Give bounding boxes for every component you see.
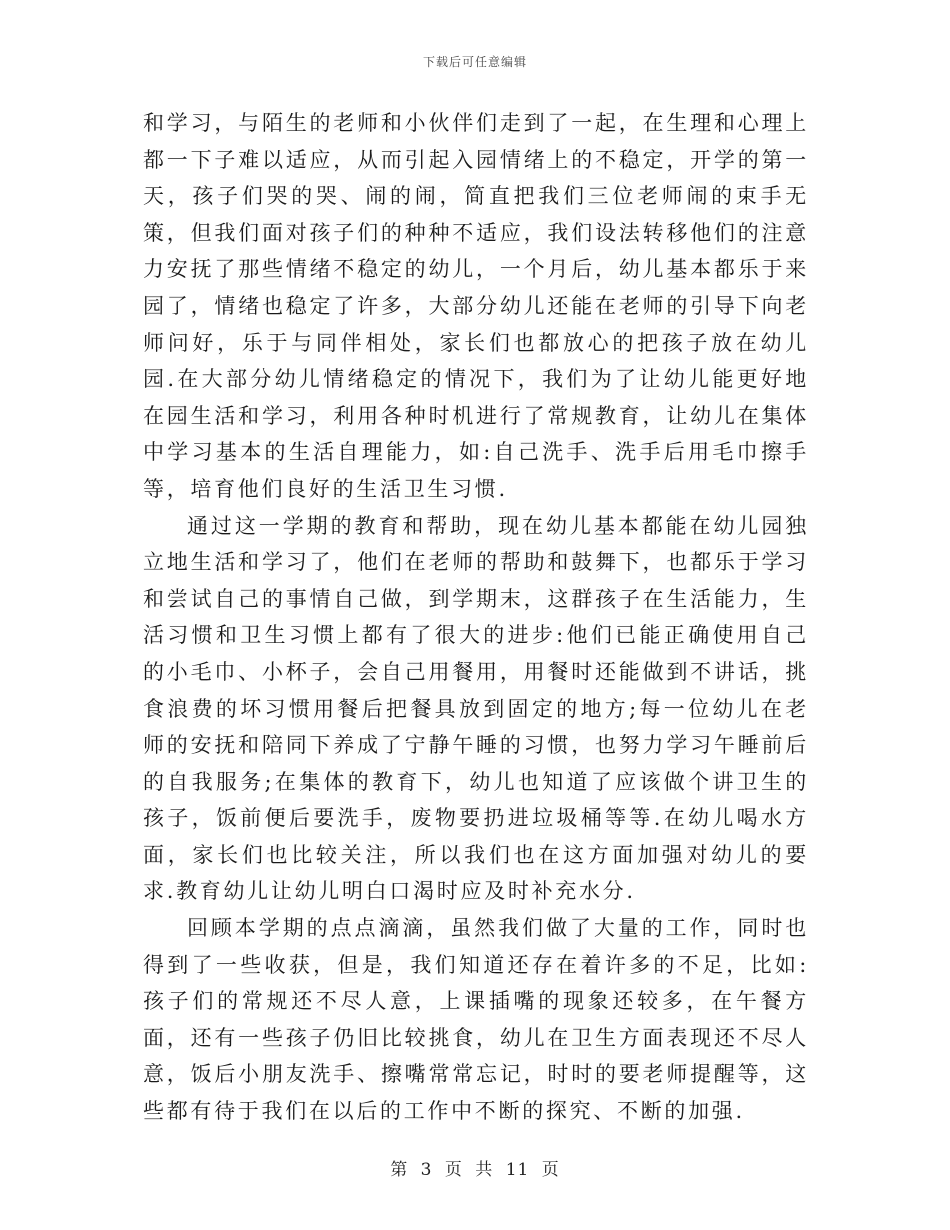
paragraph-2: 通过这一学期的教育和帮助，现在幼儿基本都能在幼儿园独立地生活和学习了，他们在老师的帮助和鼓舞下，也都乐于学习和尝试自己的事情自己做，到学期末，这群孩子在生活能力，生活习惯和卫生习惯上都有了很大的进步:他们已能正确使用自己的小毛巾、小杯子，会自己用餐用，用餐时还能做到不讲话，挑食浪费的坏习惯用餐后把餐具放到固定的地方;每一位幼儿在老师的安抚和陪同下养成了宁静午睡的习惯，也努力学习午睡前后的自我服务;在集体的教育下，幼儿也知道了应该做个讲卫生的孩子，饭前便后要洗手，废物要扔进垃圾桶等等.在幼儿喝水方面，家长们也比较关注，所以我们也在这方面加强对幼儿的要求.教育幼儿让幼儿明白口渴时应及时补充水分. xyxy=(143,513,809,904)
page-number-footer: 第 3 页 共 11 页 xyxy=(390,1160,560,1180)
document-body xyxy=(143,105,809,1130)
paragraph-1: 和学习，与陌生的老师和小伙伴们走到了一起，在生理和心理上都一下子难以适应，从而引起入园情绪上的不稳定，开学的第一天，孩子们哭的哭、闹的闹，简直把我们三位老师闹的束手无策，但我们面对孩子们的种种不适应，我们设法转移他们的注意力安抚了那些情绪不稳定的幼儿，一个月后，幼儿基本都乐于来园了，情绪也稳定了许多，大部分幼儿还能在老师的引导下向老师问好，乐于与同伴相处，家长们也都放心的把孩子放在幼儿园.在大部分幼儿情绪稳定的情况下，我们为了让幼儿能更好地在园生活和学习，利用各种时机进行了常规教育，让幼儿在集体中学习基本的生活自理能力，如:自己洗手、洗手后用毛巾擦手等，培育他们良好的生活卫生习惯. xyxy=(143,111,809,501)
paragraph-3: 回顾本学期的点点滴滴，虽然我们做了大量的工作，同时也得到了一些收获，但是，我们知道还存在着许多的不足，比如:孩子们的常规还不尽人意，上课插嘴的现象还较多，在午餐方面，还有一些孩子仍旧比较挑食，幼儿在卫生方面表现还不尽人意，饭后小朋友洗手、擦嘴常常忘记，时时的要老师提醒等，这些都有待于我们在以后的工作中不断的探究、不断的加强. xyxy=(143,916,809,1124)
page-header-note: 下载后可任意编辑 xyxy=(422,55,527,69)
